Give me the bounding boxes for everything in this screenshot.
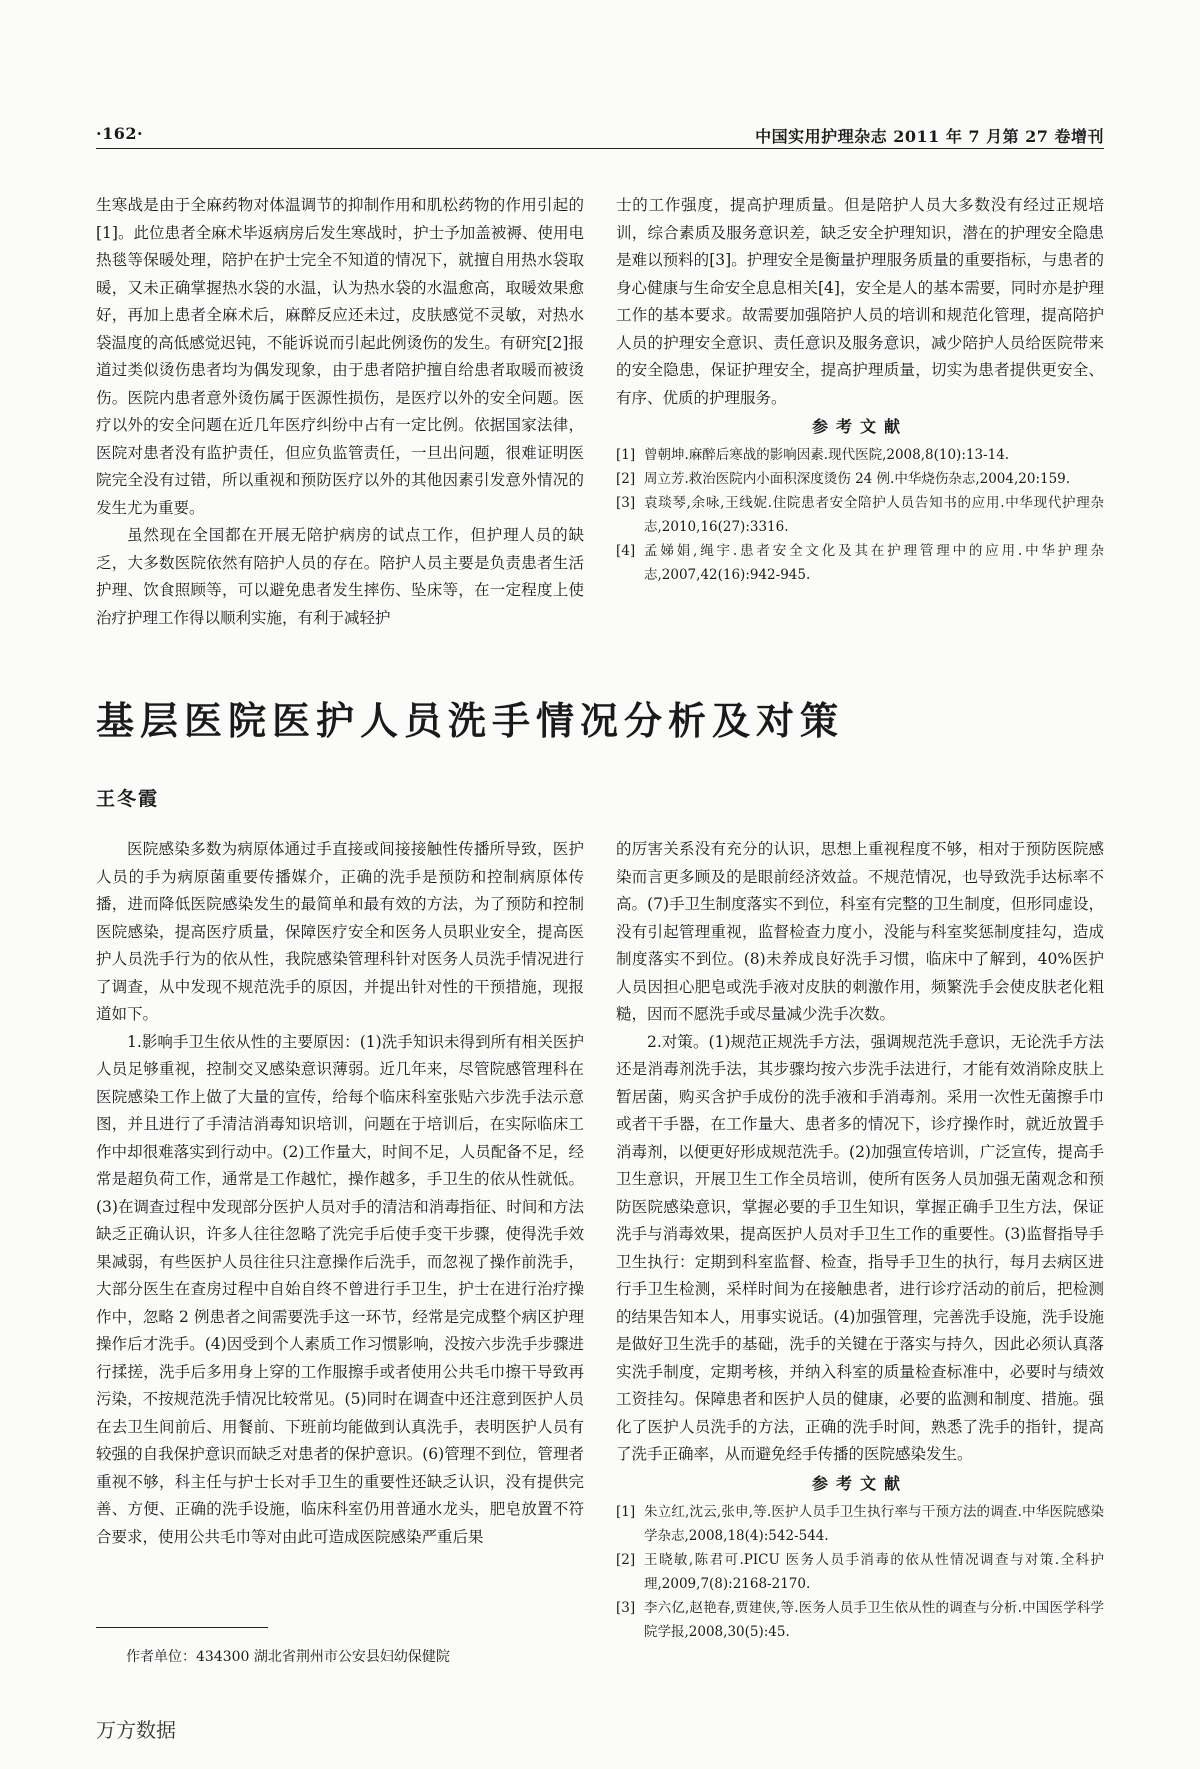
article-left-column bbox=[96, 836, 584, 1551]
journal-header: 中国实用护理杂志 2011 年 7 月第 27 卷增刊 bbox=[755, 127, 1104, 146]
article-author: 王冬霞 bbox=[96, 788, 160, 810]
header-rule bbox=[96, 148, 1104, 149]
prev-article-right-column bbox=[616, 192, 1104, 587]
watermark: 万方数据 bbox=[96, 1718, 176, 1742]
body-paragraph: 1.影响手卫生依从性的主要原因：(1)洗手知识未得到所有相关医护人员足够重视，控制交叉感染意识薄弱。近几年来，尽管院感管理科在医院感染工作上做了大量的宣传，给每个临床科室张贴六步洗手法示意图，并且进行了手清洁消毒知识培训，问题在于培训后，在实际临床工作中却很难落实到行动中。(2)工作量大，时间不足，人员配备不足，经常是超负荷工作，通常是工作越忙，操作越多，手卫生的依从性就低。(3)在调查过程中发现部分医护人员对手的清洁和消毒指征、时间和方法缺乏正确认识，许多人往往忽略了洗完手后使手变干步骤，使得洗手效果减弱，有些医护人员往往只注意操作后洗手，而忽视了操作前洗手，大部分医生在查房过程中自始自终不曾进行手卫生，护士在进行治疗操作中，忽略 2 例患者之间需要洗手这一环节，经常是完成整个病区护理操作后才洗手。(4)因受到个人素质工作习惯影响，没按六步洗手步骤进行揉搓，洗手后多用身上穿的工作服擦手或者使用公共毛巾擦干导致再污染，不按规范洗手情况比较常见。(5)同时在调查中还注意到医护人员在去卫生间前后、用餐前、下班前均能做到认真洗手，表明医护人员有较强的自我保护意识而缺乏对患者的保护意识。(6)管理不到位，管理者重视不够，科主任与护士长对手卫生的重要性还缺乏认识，没有提供完善、方便、正确的洗手设施，临床科室仍用普通水龙头，肥皂放置不符合要求，使用公共毛巾等对由此可造成医院感染严重后果 bbox=[96, 1032, 584, 1546]
reference-item: [1] 朱立红,沈云,张申,等.医护人员手卫生执行率与干预方法的调查.中华医院感染学杂志,2008,18(4):542-544. bbox=[616, 1503, 1104, 1544]
prev-paragraph: 士的工作强度，提高护理质量。但是陪护人员大多数没有经过正规培训，综合素质及服务意识差，缺乏安全护理知识，潜在的护理安全隐患是难以预料的[3]。护理安全是衡量护理服务质量的重要指标，与患者的身心健康与生命安全息息相关[4]，安全是人的基本需要，同时亦是护理工作的基本要求。故需要加强陪护人员的培训和规范化管理，提高陪护人员的护理安全意识、责任意识及服务意识，减少陪护人员给医院带来的安全隐患，保证护理安全，提高护理质量，切实为患者提供更安全、有序、优质的护理服务。 bbox=[616, 196, 1104, 407]
prev-paragraph: 生寒战是由于全麻药物对体温调节的抑制作用和肌松药物的作用引起的[1]。此位患者全麻术毕返病房后发生寒战时，护士予加盖被褥、使用电热毯等保暖处理，陪护在护士完全不知道的情况下，就擅自用热水袋取暖，又未正确掌握热水袋的水温，认为热水袋的水温愈高，取暖效果愈好，再加上患者全麻术后，麻醉反应还未过，皮肤感觉不灵敏，对热水袋温度的高低感觉迟钝，不能诉说而引起此例烫伤的发生。有研究[2]报道过类似烫伤患者均为偶发现象，由于患者陪护擅自给患者取暖而被烫伤。医院内患者意外烫伤属于医源性损伤，是医疗以外的安全问题。医疗以外的安全问题在近几年医疗纠纷中占有一定比例。依据国家法律，医院对患者没有监护责任，但应负监管责任，一旦出问题，很难证明医院完全没有过错，所以重视和预防医疗以外的其他因素引发意外情况的发生尤为重要。 bbox=[96, 196, 584, 517]
references-heading: 参考文献 bbox=[811, 1473, 908, 1493]
reference-item: [1] 曾朝坤.麻醉后寒战的影响因素.现代医院,2008,8(10):13-14. bbox=[616, 447, 1010, 463]
page-number: ·162· bbox=[96, 124, 144, 143]
prev-paragraph: 虽然现在全国都在开展无陪护病房的试点工作，但护理人员的缺乏，大多数医院依然有陪护人员的存在。陪护人员主要是负责患者生活护理、饮食照顾等，可以避免患者发生摔伤、坠床等，在一定程度上使治疗护理工作得以顺利实施，有利于减轻护 bbox=[96, 526, 584, 627]
body-paragraph: 2.对策。(1)规范正规洗手方法，强调规范洗手意识，无论洗手方法还是消毒剂洗手法，其步骤均按六步洗手法进行，才能有效消除皮肤上暂居菌，购买含护手成份的洗手液和手消毒剂。采用一次性无菌擦手巾或者干手器，在工作量大、患者多的情况下，诊疗操作时，就近放置手消毒剂，以便更好形成规范洗手。(2)加强宣传培训，广泛宣传，提高手卫生意识，开展卫生工作全员培训，使所有医务人员加强无菌观念和预防医院感染意识，掌握必要的手卫生知识，掌握正确手卫生方法，保证洗手与消毒效果，提高医护人员对手卫生工作的重要性。(3)监督指导手卫生执行：定期到科室监督、检查，指导手卫生的执行，每月去病区进行手卫生检测，采样时间为在接触患者，进行诊疗活动的前后，把检测的结果告知本人，用事实说话。(4)加强管理，完善洗手设施，洗手设施是做好卫生洗手的基础，洗手的关键在于落实与持久，因此必须认真落实洗手制度，定期考核，并纳入科室的质量检查标准中，必要时与绩效工资挂勾。保障患者和医护人员的健康，必要的监测和制度、措施。强化了医护人员洗手的方法，正确的洗手时间，熟悉了洗手的指针，提高了洗手正确率，从而避免经手传播的医院感染发生。 bbox=[616, 1032, 1104, 1463]
reference-item: [2] 王晓敏,陈君可.PICU 医务人员手消毒的依从性情况调查与对策.全科护理,2009,7(8):2168-2170. bbox=[616, 1551, 1104, 1592]
reference-item: [4] 孟娣娟,绳宇.患者安全文化及其在护理管理中的应用.中华护理杂志,2007,42(16):942-945. bbox=[616, 543, 1104, 583]
article-right-column bbox=[616, 836, 1104, 1644]
prev-article-left-column bbox=[96, 192, 584, 632]
reference-item: [2] 周立芳.救治医院内小面积深度烫伤 24 例.中华烧伤杂志,2004,20:159. bbox=[616, 471, 1071, 487]
body-paragraph: 医院感染多数为病原体通过手直接或间接接触性传播所导致，医护人员的手为病原菌重要传播媒介，正确的洗手是预防和控制病原体传播，进而降低医院感染发生的最简单和最有效的方法，为了预防和控制医院感染，提高医疗质量，保障医疗安全和医务人员职业安全，提高医护人员洗手行为的依从性，我院感染管理科针对医务人员洗手情况进行了调查，从中发现不规范洗手的原因，并提出针对性的干预措施，现报道如下。 bbox=[96, 840, 584, 1023]
footnote-rule bbox=[96, 1627, 268, 1628]
author-affiliation: 作者单位：434300 湖北省荆州市公安县妇幼保健院 bbox=[126, 1649, 450, 1665]
references-heading: 参考文献 bbox=[811, 417, 908, 436]
body-paragraph: 的厉害关系没有充分的认识，思想上重视程度不够，相对于预防医院感染而言更多顾及的是眼前经济效益。不规范情况，也导致洗手达标率不高。(7)手卫生制度落实不到位，科室有完整的卫生制度，但形同虚设，没有引起管理重视，监督检查力度小，没能与科室奖惩制度挂勾，造成制度落实不到位。(8)未养成良好洗手习惯，临床中了解到，40%医护人员因担心肥皂或洗手液对皮肤的刺激作用，频繁洗手会使皮肤老化粗糙，因而不愿洗手或尽量减少洗手次数。 bbox=[616, 840, 1104, 1023]
article-title: 基层医院医护人员洗手情况分析及对策 bbox=[96, 698, 845, 743]
reference-item: [3] 袁琰琴,余咏,王线妮.住院患者安全陪护人员告知书的应用.中华现代护理杂志,2010,16(27):3316. bbox=[616, 495, 1104, 535]
reference-item: [3] 李六亿,赵艳春,贾建侠,等.医务人员手卫生依从性的调查与分析.中国医学科学院学报,2008,30(5):45. bbox=[616, 1599, 1104, 1640]
